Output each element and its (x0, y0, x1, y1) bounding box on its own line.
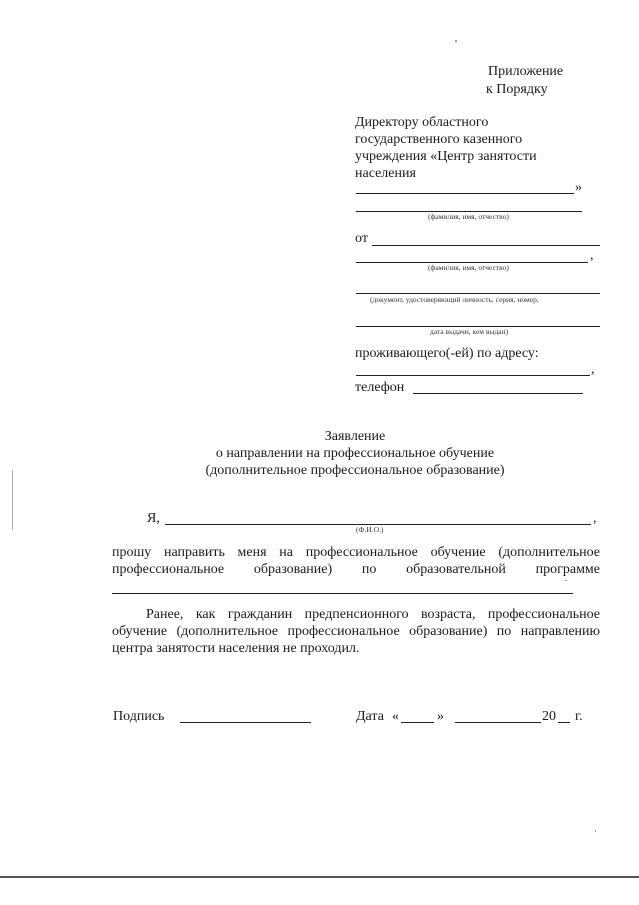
address-blank[interactable] (356, 375, 590, 376)
applicant-fio-hint: (фамилия, имя, отчество) (428, 263, 509, 272)
from-comma: , (590, 248, 594, 263)
i-label: Я, (147, 511, 160, 526)
scan-left-edge (12, 470, 13, 530)
address-label: проживающего(-ей) по адресу: (355, 346, 539, 361)
id-document-blank[interactable] (356, 293, 600, 294)
from-blank-1[interactable] (372, 245, 600, 246)
date-open-quote: « (392, 709, 399, 724)
i-comma: , (593, 511, 597, 526)
scan-speck-1 (455, 40, 457, 42)
year-blank[interactable] (558, 722, 570, 723)
addressee-line-3: учреждения «Центр занятости (355, 149, 537, 164)
program-blank[interactable] (112, 593, 573, 594)
appendix-label: Приложение (488, 64, 564, 79)
para2-line-1: Ранее, как гражданин предпенсионного возраста, профессиональное (146, 607, 600, 622)
center-name-blank[interactable] (356, 193, 574, 194)
addressee-line-1: Директору областного (355, 115, 489, 130)
signature-blank[interactable] (180, 722, 311, 723)
year-suffix: г. (575, 709, 583, 724)
id-document-hint: (документ, удостоверяющий личность, серия, номер, (370, 295, 539, 304)
phone-blank[interactable] (413, 393, 583, 394)
title-subline-2: (дополнительное профессиональное образование) (205, 463, 505, 478)
date-month-blank[interactable] (455, 722, 541, 723)
addressee-line-4: населения (355, 166, 416, 181)
signature-label: Подпись (113, 709, 165, 724)
quote-close: » (575, 180, 582, 195)
request-line-2: профессиональное образование) по образовательной программе (112, 562, 600, 577)
title-subline-1: о направлении на профессиональное обучение (215, 446, 495, 461)
para2-line-3: центра занятости населения не проходил. (112, 641, 360, 656)
id-issue-hint: дата выдачи, кем выдан) (430, 327, 509, 336)
scan-speck-3 (595, 830, 596, 832)
address-comma: , (591, 362, 595, 377)
from-label: от (355, 231, 368, 246)
director-fio-hint: (фамилия, имя, отчество) (428, 212, 509, 221)
date-day-blank[interactable] (401, 722, 434, 723)
title-heading: Заявление (324, 429, 386, 444)
phone-label: телефон (355, 380, 405, 395)
date-close-quote: » (437, 709, 444, 724)
fio-hint: (Ф.И.О.) (356, 525, 384, 534)
scan-speck-2 (565, 580, 567, 581)
para2-line-2: обучение (дополнительное профессиональное образование) по направлению (112, 624, 600, 639)
scan-bottom-edge (0, 876, 639, 878)
addressee-line-2: государственного казенного (355, 132, 523, 147)
date-label: Дата (356, 709, 384, 724)
year-prefix: 20 (542, 709, 556, 724)
to-order-label: к Порядку (486, 82, 548, 97)
request-line-1: прошу направить меня на профессиональное обучение (дополнительное (112, 545, 600, 560)
